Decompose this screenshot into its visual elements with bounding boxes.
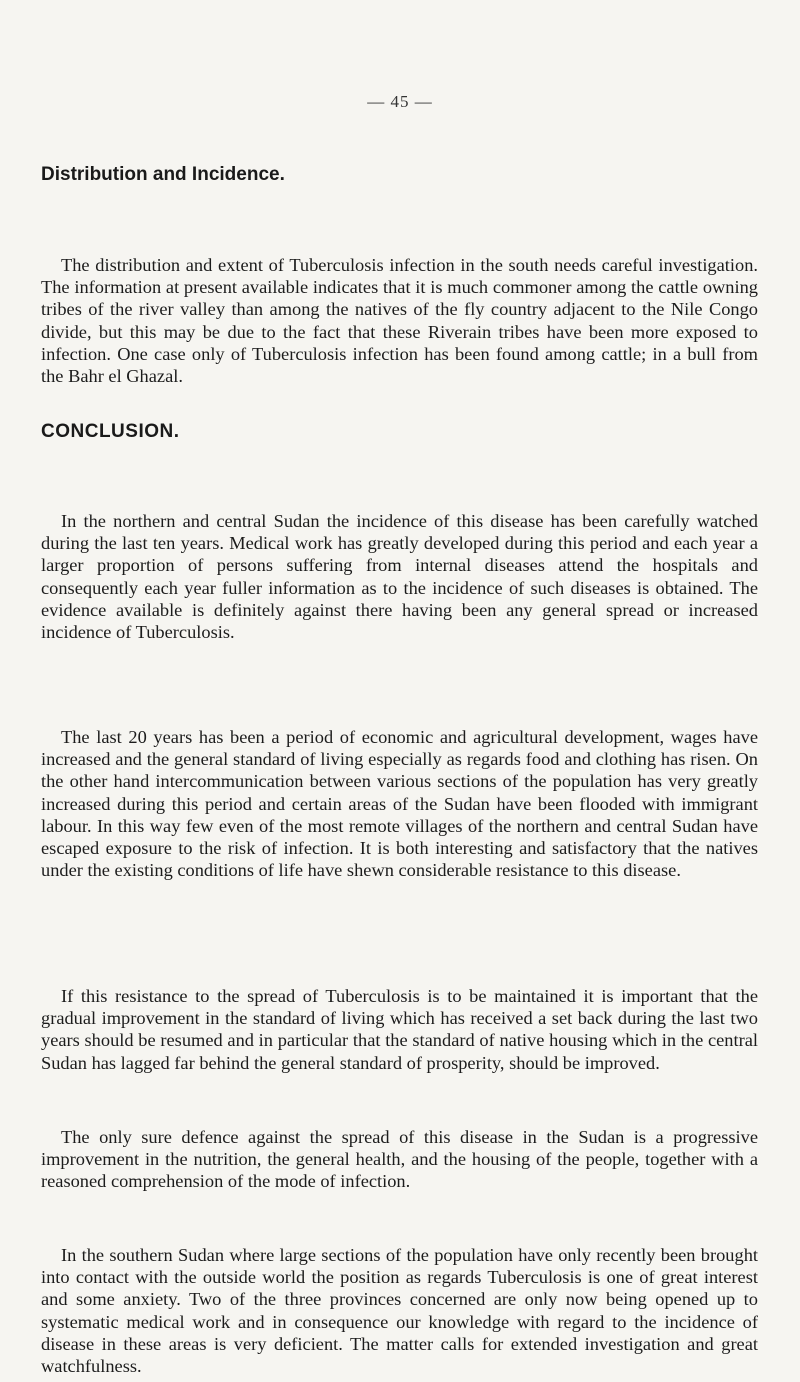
paragraph-conclusion-5: In the southern Sudan where large sections of the population have only recently been brought into contact with the outside world the position as regards Tuberculosis is one of great interest and some anxiety. Two of the three provinces concerned are only now being opened up to systematic medical work and in consequence our knowledge with regard to the incidence of disease in these areas is very deficient. The matter calls for extended investigation and great watchfulness. <box>41 1245 758 1377</box>
paragraph-conclusion-1: In the northern and central Sudan the incidence of this disease has been carefully watched during the last ten years. Medical work has greatly developed during this period and each year a larger proportion of persons suffering from internal diseases attend the hospitals and consequently each year fuller information as to the incidence of such diseases is obtained. The evidence available is definitely against there having been any general spread or increased incidence of Tuberculosis. <box>41 511 758 643</box>
section-heading-conclusion: CONCLUSION. <box>41 421 180 442</box>
paragraph-conclusion-2: The last 20 years has been a period of economic and agricultural development, wages have increased and the general standard of living especially as regards food and clothing has risen. On the other hand intercommunication between various sections of the population has very greatly increased during this period and certain areas of the Sudan have been flooded with immigrant labour. In this way few even of the most remote villages of the northern and central Sudan have escaped exposure to the risk of infection. It is both interesting and satisfactory that the natives under the existing conditions of life have shewn considerable resistance to this disease. <box>41 727 758 881</box>
paragraph-distribution: The distribution and extent of Tuberculosis infection in the south needs careful investigation. The information at present available indicates that it is much commoner among the cattle owning tribes of the river valley than among the natives of the fly country adjacent to the Nile Congo divide, but this may be due to the fact that these Riverain tribes have been more exposed to infection. One case only of Tuberculosis infection has been found among cattle; in a bull from the Bahr el Ghazal. <box>41 255 758 387</box>
paragraph-conclusion-3: If this resistance to the spread of Tuberculosis is to be maintained it is important that the gradual improvement in the standard of living which has received a set back during the last two years should be resumed and in particular that the standard of native housing which in the central Sudan has lagged far behind the general standard of prosperity, should be improved. <box>41 986 758 1073</box>
paragraph-conclusion-4: The only sure defence against the spread of this disease in the Sudan is a progressive improvement in the nutrition, the general health, and the housing of the people, together with a reasoned comprehension of the mode of infection. <box>41 1127 758 1192</box>
section-heading-distribution: Distribution and Incidence. <box>41 164 285 185</box>
page-number: — 45 — <box>367 92 433 111</box>
